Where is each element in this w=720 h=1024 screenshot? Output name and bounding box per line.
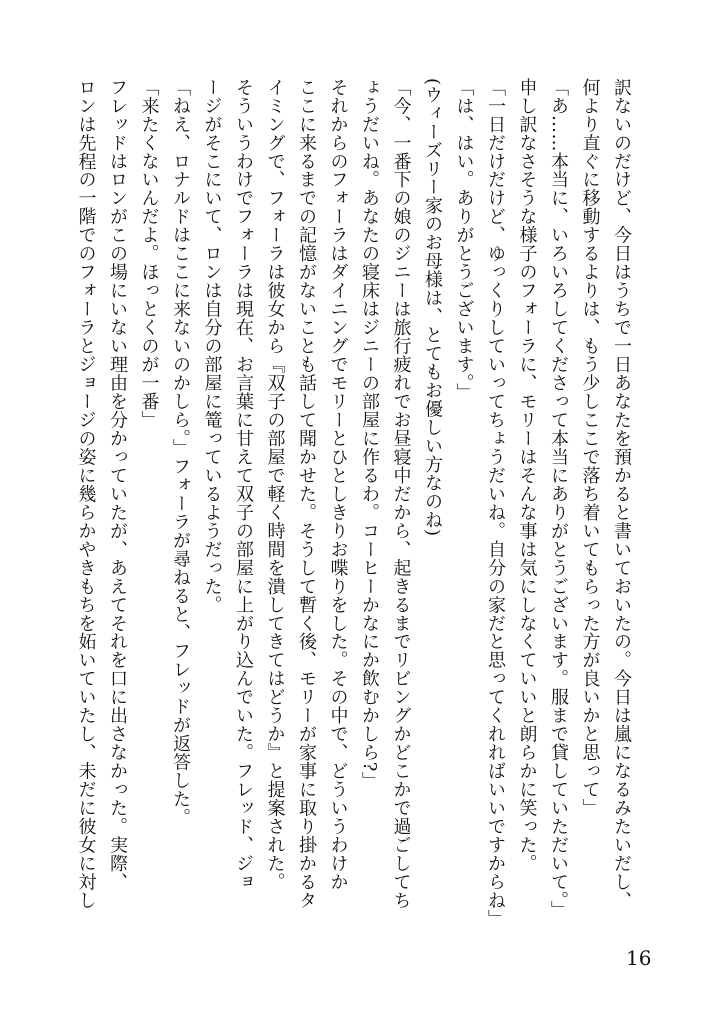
text-line: 「は、はい。ありがとうございます。」 bbox=[453, 78, 475, 402]
text-line: そういうわけでフォーラは現在、お言葉に甘えて双子の部屋に上がり込んでいた。フレッド、ジョ bbox=[233, 78, 254, 892]
text-line: 訳ないのだけど、今日はうちで一日あなたを預かると書いておいたの。今日は嵐になるみたいだし、 bbox=[611, 78, 632, 910]
text-line: それからのフォーラはダイニングでモリーとひとしきりお喋りをした。その中で、どういうわけか bbox=[327, 78, 349, 892]
text-line: 「一日だけだけど、ゆっくりしていってちょうだいね。自分の家だと思ってくれればいいですからね」 bbox=[485, 78, 506, 929]
vertical-text-block bbox=[74, 78, 637, 963]
page-number: 16 bbox=[626, 946, 652, 970]
text-line: フレッドはロンがこの場にいない理由を分かっていたが、あえてそれを口に出さなかった。実際、 bbox=[107, 78, 128, 892]
text-line: ロンは先程の一階でのフォーラとジョージの姿に幾らかやきもちを妬いていたし、未だに彼女に対し bbox=[75, 78, 97, 910]
text-line: ここに来るまでの記憶がないことも話して聞かせた。そうして暫く後、モリーが家事に取り掛かるタ bbox=[296, 78, 317, 910]
text-line: 「あ……本当に、いろいろしてくださって本当にありがとうございます。服まで貸していただいて。」 bbox=[548, 78, 569, 920]
text-line: ージがそこにいて、ロンは自分の部屋に篭っているようだった。 bbox=[201, 78, 223, 614]
text-line: 「ねえ、ロナルドはここに来ないのかしら。」フォーラが尋ねると、フレッドが返答した。 bbox=[170, 78, 191, 827]
text-line: 「今、一番下の娘のジニーは旅行疲れでお昼寝中だから、起きるまでリビングかどこかで過ごしてち bbox=[390, 78, 412, 910]
text-line: (ウィーズリー家のお母様は、とてもお優しい方なのね) bbox=[422, 78, 443, 537]
text-line: イミングで、フォーラは彼女から『双子の部屋で軽く時間を潰してきてはどうか』と提案された。 bbox=[264, 78, 286, 892]
text-line: 何より直ぐに移動するよりは、もう少しここで落ち着いてもらった方が良いかと思って」 bbox=[579, 78, 601, 818]
text-line: 申し訳なさそうな様子のフォーラに、モリーはそんな事は気にしなくていいと朗らかに笑った。 bbox=[516, 78, 538, 873]
text-line: 「来たくないんだよ。ほっとくのが一番」 bbox=[138, 78, 160, 430]
text-line: ょうだいね。あなたの寝床はジニーの部屋に作るわ。コーヒーかなにか飲むかしら?」 bbox=[359, 78, 380, 791]
